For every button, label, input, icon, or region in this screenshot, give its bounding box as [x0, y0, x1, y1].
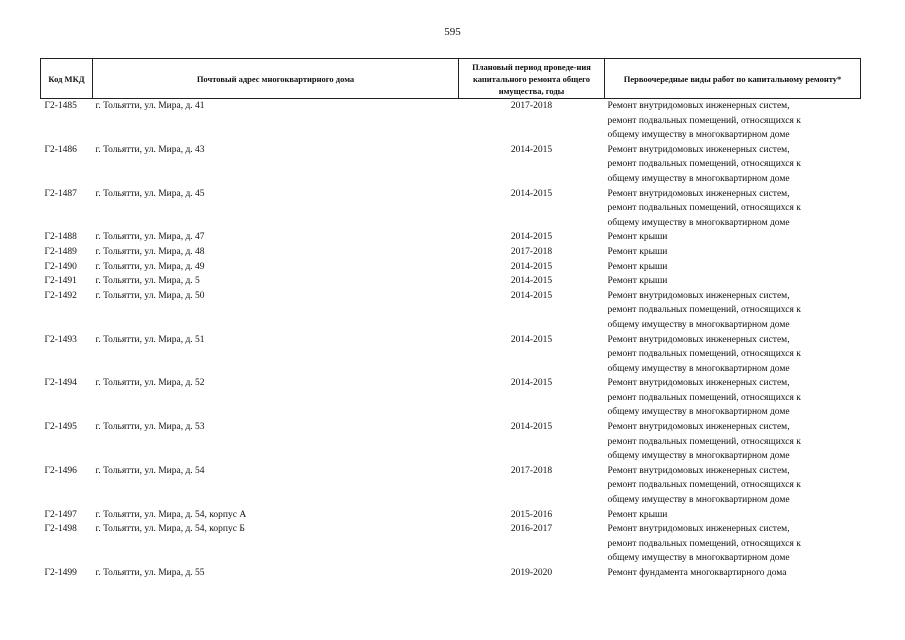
- row-code: Г2-1498: [44, 524, 77, 535]
- row-works-line: общему имуществу в многоквартирном доме: [607, 553, 790, 564]
- row-address: г. Тольятти, ул. Мира, д. 53: [95, 422, 205, 433]
- table-row: [41, 99, 861, 143]
- row-code: Г2-1493: [44, 334, 77, 345]
- row-works: [605, 566, 861, 581]
- table-row: [41, 464, 861, 508]
- row-works-line: ремонт подвальных помещений, относящихся к: [607, 538, 801, 549]
- row-works-line: Ремонт внутридомовых инженерных систем,: [607, 101, 790, 111]
- row-works-line: ремонт подвальных помещений, относящихся к: [607, 349, 801, 360]
- row-period: 2019-2020: [510, 568, 553, 578]
- row-address: г. Тольятти, ул. Мира, д. 54: [95, 465, 205, 476]
- table-row: [41, 230, 861, 245]
- row-works-line: Ремонт внутридомовых инженерных систем,: [607, 144, 790, 155]
- row-period: 2014-2015: [510, 422, 553, 433]
- table-row: [41, 508, 861, 523]
- row-address: г. Тольятти, ул. Мира, д. 43: [95, 144, 205, 155]
- row-period: 2014-2015: [510, 290, 553, 301]
- row-address: г. Тольятти, ул. Мира, д. 48: [95, 246, 205, 257]
- row-works: [605, 230, 861, 245]
- row-works-line: общему имуществу в многоквартирном доме: [607, 130, 790, 141]
- row-period: 2017-2018: [510, 246, 553, 257]
- row-address: г. Тольятти, ул. Мира, д. 49: [95, 261, 205, 272]
- row-works-line: ремонт подвальных помещений, относящихся к: [607, 305, 801, 316]
- row-code: Г2-1496: [44, 465, 77, 476]
- table-body: [41, 99, 861, 581]
- row-works-line: ремонт подвальных помещений, относящихся к: [607, 203, 801, 214]
- row-address: г. Тольятти, ул. Мира, д. 5: [95, 276, 200, 287]
- row-code: Г2-1495: [44, 422, 77, 433]
- table-row: [41, 245, 861, 260]
- table-header: [41, 59, 861, 99]
- row-period: 2016-2017: [510, 524, 553, 535]
- row-code: Г2-1488: [44, 232, 77, 243]
- row-works-line: общему имуществу в многоквартирном доме: [607, 407, 790, 418]
- row-works: [605, 260, 861, 275]
- row-works-line: общему имуществу в многоквартирном доме: [607, 363, 790, 374]
- row-works-line: общему имуществу в многоквартирном доме: [607, 451, 790, 462]
- row-code: Г2-1491: [44, 276, 77, 287]
- row-works: [605, 376, 861, 420]
- row-works-line: Ремонт внутридомовых инженерных систем,: [607, 334, 790, 345]
- table-row: [41, 289, 861, 333]
- row-address: г. Тольятти, ул. Мира, д. 54, корпус Б: [95, 524, 245, 535]
- row-works: [605, 143, 861, 187]
- row-works-line: общему имуществу в многоквартирном доме: [607, 319, 790, 330]
- row-address: г. Тольятти, ул. Мира, д. 54, корпус А: [95, 509, 247, 520]
- row-address: г. Тольятти, ул. Мира, д. 51: [95, 334, 205, 345]
- header-code: Код МКД: [41, 59, 93, 99]
- row-works: [605, 289, 861, 333]
- row-works-line: Ремонт внутридомовых инженерных систем,: [607, 188, 790, 199]
- row-works-line: Ремонт внутридомовых инженерных систем,: [607, 290, 790, 301]
- row-address: г. Тольятти, ул. Мира, д. 52: [95, 378, 205, 389]
- row-works-line: Ремонт внутридомовых инженерных систем,: [607, 465, 790, 476]
- row-code: Г2-1499: [44, 568, 77, 578]
- row-works-line: ремонт подвальных помещений, относящихся к: [607, 480, 801, 491]
- row-works: [605, 508, 861, 523]
- table-row: [41, 333, 861, 377]
- row-period: 2014-2015: [510, 144, 553, 155]
- row-works-line: ремонт подвальных помещений, относящихся к: [607, 436, 801, 447]
- table-row: [41, 260, 861, 275]
- header-period: Плановый период проведе-ния капитального ремонта общего имущества, годы: [459, 59, 605, 99]
- row-works-line: ремонт подвальных помещений, относящихся к: [607, 115, 801, 126]
- row-works-line: Ремонт крыши: [607, 232, 668, 243]
- row-period: 2014-2015: [510, 276, 553, 287]
- row-code: Г2-1492: [44, 290, 77, 301]
- table-row: [41, 187, 861, 231]
- row-works-line: общему имуществу в многоквартирном доме: [607, 173, 790, 184]
- table-row: [41, 420, 861, 464]
- row-works: [605, 187, 861, 231]
- row-code: Г2-1497: [44, 509, 77, 520]
- row-address: г. Тольятти, ул. Мира, д. 41: [95, 101, 205, 111]
- row-period: 2017-2018: [510, 465, 553, 476]
- row-works-line: Ремонт крыши: [607, 276, 668, 287]
- table-row: [41, 566, 861, 581]
- row-period: 2014-2015: [510, 188, 553, 199]
- row-works-line: Ремонт внутридомовых инженерных систем,: [607, 524, 790, 535]
- row-code: Г2-1485: [44, 101, 77, 111]
- capital-repair-table: [40, 58, 861, 581]
- row-works: [605, 464, 861, 508]
- row-period: 2017-2018: [510, 101, 553, 111]
- row-code: Г2-1486: [44, 144, 77, 155]
- table-row: [41, 143, 861, 187]
- row-works-line: Ремонт внутридомовых инженерных систем,: [607, 422, 790, 433]
- table-row: [41, 274, 861, 289]
- row-works: [605, 522, 861, 566]
- row-code: Г2-1487: [44, 188, 77, 199]
- row-works-line: Ремонт фундамента многоквартирного дома: [607, 568, 787, 578]
- row-works-line: Ремонт крыши: [607, 261, 668, 272]
- row-works-line: общему имуществу в многоквартирном доме: [607, 217, 790, 228]
- row-works-line: Ремонт крыши: [607, 509, 668, 520]
- header-works: Первоочередные виды работ по капитальному ремонту*: [605, 59, 861, 99]
- row-address: г. Тольятти, ул. Мира, д. 47: [95, 232, 205, 243]
- header-address: Почтовый адрес многоквартирного дома: [93, 59, 459, 99]
- row-address: г. Тольятти, ул. Мира, д. 50: [95, 290, 205, 301]
- row-period: 2014-2015: [510, 261, 553, 272]
- row-works-line: Ремонт крыши: [607, 246, 668, 257]
- row-address: г. Тольятти, ул. Мира, д. 45: [95, 188, 205, 199]
- row-works: [605, 245, 861, 260]
- row-period: 2014-2015: [510, 334, 553, 345]
- row-period: 2014-2015: [510, 378, 553, 389]
- row-works-line: ремонт подвальных помещений, относящихся к: [607, 392, 801, 403]
- page-number: 595: [444, 26, 461, 38]
- row-code: Г2-1490: [44, 261, 77, 272]
- row-address: г. Тольятти, ул. Мира, д. 55: [95, 568, 205, 578]
- row-code: Г2-1494: [44, 378, 77, 389]
- row-period: 2014-2015: [510, 232, 553, 243]
- row-code: Г2-1489: [44, 246, 77, 257]
- row-works-line: ремонт подвальных помещений, относящихся к: [607, 159, 801, 170]
- row-works: [605, 274, 861, 289]
- row-works-line: общему имуществу в многоквартирном доме: [607, 495, 790, 506]
- row-works: [605, 99, 861, 143]
- row-period: 2015-2016: [510, 509, 553, 520]
- table-row: [41, 376, 861, 420]
- row-works: [605, 420, 861, 464]
- table-row: [41, 522, 861, 566]
- row-works-line: Ремонт внутридомовых инженерных систем,: [607, 378, 790, 389]
- row-works: [605, 333, 861, 377]
